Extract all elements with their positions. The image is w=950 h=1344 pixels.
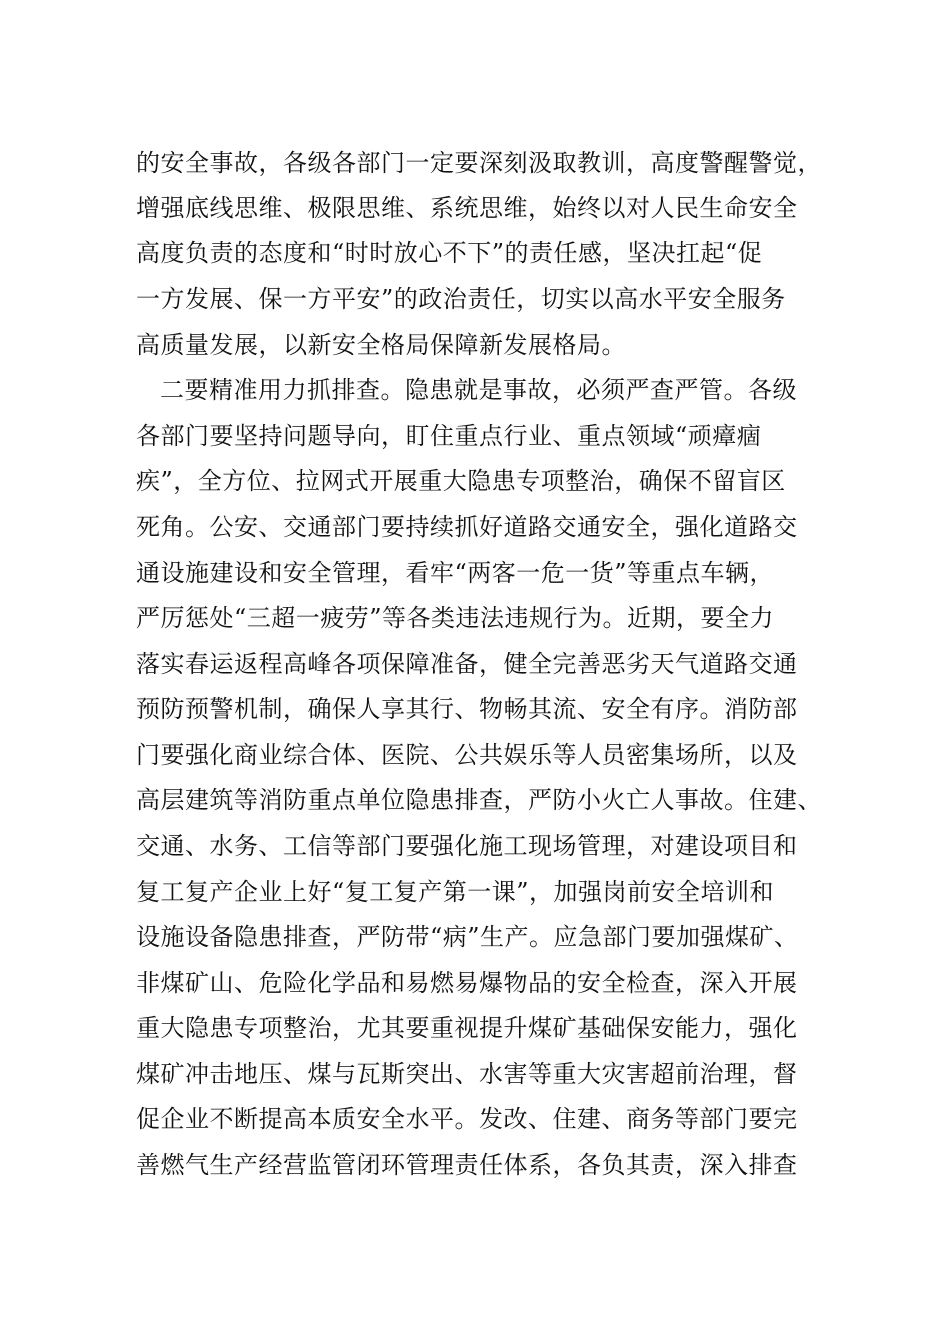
paragraph-2-line-8: 预防预警机制，确保人享其行、物畅其流、安全有序。消防部 (136, 695, 798, 723)
paragraph-2-line-13: 设施设备隐患排查，严防带“病”生产。应急部门要加强煤矿、 (136, 923, 799, 951)
paragraph-1-line-2: 增强底线思维、极限思维、系统思维，始终以对人民生命安全 (136, 194, 798, 222)
paragraph-1-line-4: 一方发展、保一方平安”的政治责任，切实以高水平安全服务 (136, 285, 786, 313)
paragraph-2-line-4: 死角。公安、交通部门要持续抓好道路交通安全，强化道路交 (136, 513, 798, 541)
paragraph-1-line-1: 的安全事故，各级各部门一定要深刻汲取教训，高度警醒警觉， (136, 149, 822, 177)
paragraph-2-line-1: 二要精准用力抓排查。隐患就是事故，必须严查严管。各级 (160, 376, 797, 404)
paragraph-2-line-14: 非煤矿山、危险化学品和易燃易爆物品的安全检查，深入开展 (136, 969, 798, 997)
paragraph-2-line-15: 重大隐患专项整治，尤其要重视提升煤矿基础保安能力，强化 (136, 1014, 798, 1042)
paragraph-2-line-16: 煤矿冲击地压、煤与瓦斯突出、水害等重大灾害超前治理，督 (136, 1060, 798, 1088)
paragraph-2-line-17: 促企业不断提高本质安全水平。发改、住建、商务等部门要完 (136, 1105, 798, 1133)
paragraph-2-line-11: 交通、水务、工信等部门要强化施工现场管理，对建设项目和 (136, 832, 798, 860)
paragraph-2-line-9: 门要强化商业综合体、医院、公共娱乐等人员密集场所，以及 (136, 741, 798, 769)
paragraph-2-line-12: 复工复产企业上好“复工复产第一课”，加强岗前安全培训和 (136, 878, 775, 906)
paragraph-1-line-3: 高度负责的态度和“时时放心不下”的责任感，坚决扛起“促 (136, 239, 763, 267)
paragraph-1-line-5: 高质量发展，以新安全格局保障新发展格局。 (136, 331, 626, 359)
paragraph-2-line-6: 严厉惩处“三超一疲劳”等各类违法违规行为。近期，要全力 (136, 604, 775, 632)
paragraph-2-line-7: 落实春运返程高峰各项保障准备，健全完善恶劣天气道路交通 (136, 650, 798, 678)
paragraph-2-line-2: 各部门要坚持问题导向，盯住重点行业、重点领域“顽瘴痼 (136, 422, 762, 450)
paragraph-2-line-3: 疾”，全方位、拉网式开展重大隐患专项整治，确保不留盲区 (136, 467, 786, 495)
paragraph-2-line-5: 通设施建设和安全管理，看牢“两客一危一货”等重点车辆， (136, 559, 775, 587)
paragraph-2-line-18: 善燃气生产经营监管闭环管理责任体系，各负其责，深入排查 (136, 1151, 798, 1179)
paragraph-2-line-10: 高层建筑等消防重点单位隐患排查，严防小火亡人事故。住建、 (136, 786, 822, 814)
